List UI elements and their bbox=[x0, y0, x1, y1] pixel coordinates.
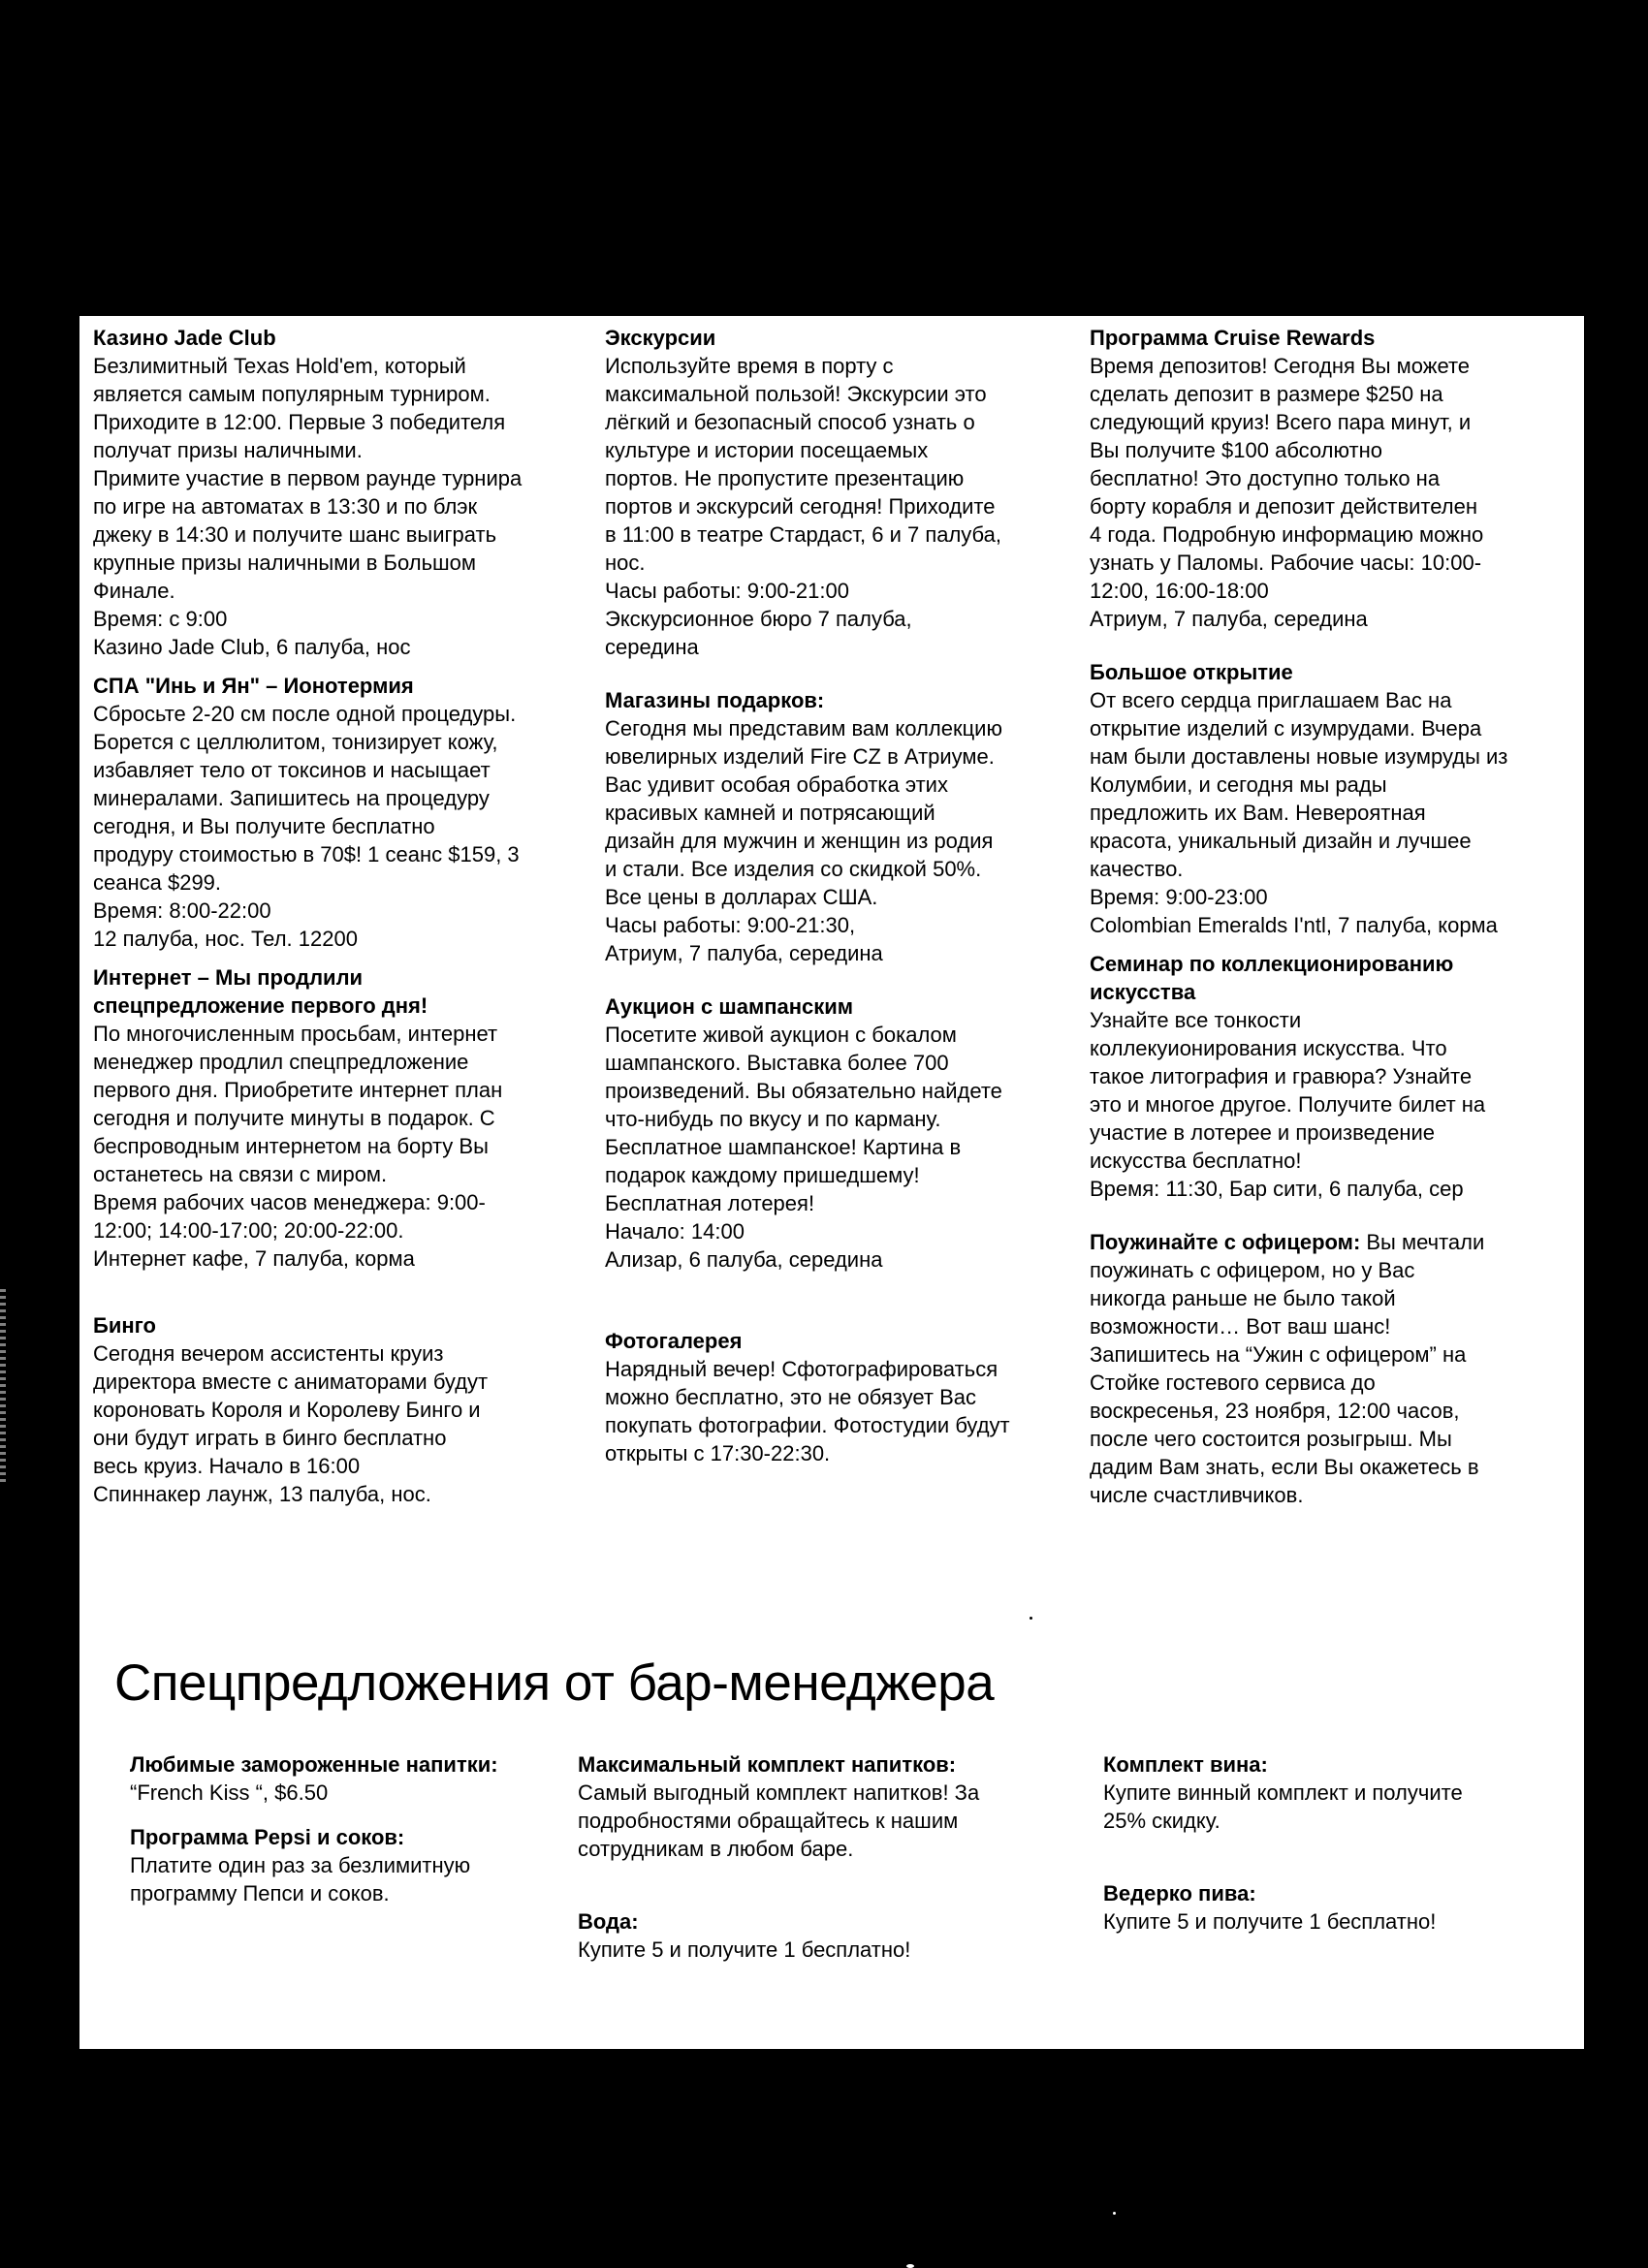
auction-title: Аукцион с шампанским bbox=[605, 994, 854, 1019]
column-1 bbox=[93, 324, 597, 1508]
spa-text: Сбросьте 2-20 см после одной процедуры. Борется с целлюлитом, тонизирует кожу, избавляет тело от токсинов и насыщает минералами. Запишитесь на процедуру сегодня, и Вы получите бесплатно продуру стоимостью в 70$! 1 сеанс $159, 3 сеанса $299. Время: 8:00-22:00 12 палуба, нос. Тел. 12200 bbox=[93, 702, 520, 951]
bingo-title: Бинго bbox=[93, 1313, 156, 1338]
internet-text: По многочисленным просьбам, интернет менеджер продлил спецпредложение первого дня. Приобретите интернет план сегодня и получите минуты в подарок. С беспроводным интернетом на борту Вы останетесь на связи с миром. Время рабочих часов менеджера: 9:00- 12:00; 14:00-17:00; 20:00-22:00. Интернет кафе, 7 палуба, корма bbox=[93, 1022, 503, 1271]
scan-edge-noise bbox=[0, 1289, 6, 1483]
casino-title: Казино Jade Club bbox=[93, 326, 276, 350]
beer-bucket-text: Купите 5 и получите 1 бесплатно! bbox=[1103, 1909, 1437, 1934]
pepsi-program-title: Программа Pepsi и соков: bbox=[130, 1825, 405, 1849]
gift-shops-section bbox=[605, 686, 1090, 967]
excursions-title: Экскурсии bbox=[605, 326, 716, 350]
officer-dinner-text: Вы мечтали поужинать с офицером, но у Вас никогда раньше не было такой возможности… Вот ваш шанс! Запишитесь на “Ужин с офицером” на Стойке гостевого сервиса до воскресенья, 23 ноября, 12:00 часов, после чего состоится розыгрыш. Мы дадим Вам знать, если Вы окажетесь в числе счастливчиков. bbox=[1090, 1230, 1485, 1507]
pepsi-program-text: Платите один раз за безлимитную программу Пепси и соков. bbox=[130, 1853, 471, 1906]
officer-dinner-paragraph bbox=[1090, 1228, 1579, 1509]
excursions-section bbox=[605, 324, 1090, 661]
cruise-rewards-section bbox=[1090, 324, 1579, 633]
auction-section bbox=[605, 992, 1090, 1274]
officer-dinner-section bbox=[1090, 1228, 1579, 1509]
grand-opening-section bbox=[1090, 658, 1579, 939]
max-package-text: Самый выгодный комплект напитков! За подробностями обращайтесь к нашим сотрудникам в любом баре. bbox=[578, 1780, 980, 1861]
column-3 bbox=[1090, 324, 1579, 1509]
bar-section-title: Спецпредложения от бар-менеджера bbox=[114, 1654, 995, 1712]
art-seminar-text: Узнайте все тонкости коллекуионирования искусства. Что такое литография и гравюра? Узнайте это и многое другое. Получите билет на участие в лотерее и произведение искусства бесплатно! Время: 11:30, Бар сити, 6 палуба, сер bbox=[1090, 1008, 1486, 1201]
scan-speck bbox=[906, 2264, 914, 2268]
bar-column-3 bbox=[1103, 1750, 1549, 1936]
bar-column-2 bbox=[578, 1750, 1062, 1964]
spa-section bbox=[93, 672, 597, 953]
grand-opening-title: Большое открытие bbox=[1090, 660, 1293, 684]
casino-text: Безлимитный Texas Hold'em, который является самым популярным турниром. Приходите в 12:00. Первые 3 победителя получат призы наличными. Примите участие в первом раунде турнира по игре на автоматах в 13:30 и по блэк джеку в 14:30 и получите шанс выиграть крупные призы наличными в Большом Финале. Время: с 9:00 Казино Jade Club, 6 палуба, нос bbox=[93, 354, 523, 659]
internet-title: Интернет – Мы продлили спецпредложение первого дня! bbox=[93, 965, 428, 1018]
water-text: Купите 5 и получите 1 бесплатно! bbox=[578, 1937, 911, 1962]
grand-opening-text: От всего сердца приглашаем Вас на открытие изделий с изумрудами. Вчера нам были доставлены новые изумруды из Колумбии, и сегодня мы рады предложить их Вам. Невероятная красота, уникальный дизайн и лучшее качество. Время: 9:00-23:00 Colombian Emeralds I'ntl, 7 палуба, корма bbox=[1090, 688, 1508, 937]
officer-dinner-title: Поужинайте с офицером: bbox=[1090, 1230, 1361, 1254]
scan-speck bbox=[1113, 2212, 1116, 2215]
art-seminar-section bbox=[1090, 950, 1579, 1203]
spa-title: СПА "Инь и Ян" – Ионотермия bbox=[93, 674, 414, 698]
internet-section bbox=[93, 963, 597, 1273]
art-seminar-title: Семинар по коллекционированию искусства bbox=[1090, 952, 1454, 1004]
wine-package-text: Купите винный комплект и получите 25% скидку. bbox=[1103, 1780, 1463, 1833]
newsletter-page bbox=[79, 316, 1584, 2049]
scan-speck bbox=[1030, 1617, 1032, 1620]
max-package-title: Максимальный комплект напитков: bbox=[578, 1752, 957, 1777]
wine-package-title: Комплект вина: bbox=[1103, 1752, 1268, 1777]
cruise-rewards-title: Программа Cruise Rewards bbox=[1090, 326, 1376, 350]
photo-gallery-text: Нарядный вечер! Сфотографироваться можно бесплатно, это не обязует Вас покупать фотографии. Фотостудии будут открыты с 17:30-22:30. bbox=[605, 1357, 1010, 1465]
gift-shops-text: Сегодня мы представим вам коллекцию ювелирных изделий Fire CZ в Атриуме. Вас удивит особая обработка этих красивых камней и потрясающий дизайн для мужчин и женщин из родия и стали. Все изделия со скидкой 50%. Все цены в долларах США. Часы работы: 9:00-21:30, Атриум, 7 палуба, середина bbox=[605, 716, 1002, 965]
frozen-drinks-text: “French Kiss “, $6.50 bbox=[130, 1780, 329, 1805]
photo-gallery-section bbox=[605, 1327, 1090, 1467]
auction-text: Посетите живой аукцион с бокалом шампанского. Выставка более 700 произведений. Вы обязательно найдете что-нибудь по вкусу и по карману. Бесплатное шампанское! Картина в подарок каждому пришедшему! Бесплатная лотерея! Начало: 14:00 Ализар, 6 палуба, середина bbox=[605, 1023, 1002, 1272]
photo-gallery-title: Фотогалерея bbox=[605, 1329, 743, 1353]
excursions-text: Используйте время в порту с максимальной пользой! Экскурсии это лёгкий и безопасный способ узнать о культуре и истории посещаемых портов. Не пропустите презентацию портов и экскурсий сегодня! Приходите в 11:00 в театре Стардаст, 6 и 7 палуба, нос. Часы работы: 9:00-21:00 Экскурсионное бюро 7 палуба, середина bbox=[605, 354, 1001, 659]
cruise-rewards-text: Время депозитов! Сегодня Вы можете сделать депозит в размере $250 на следующий круиз! Всего пара минут, и Вы получите $100 абсолютно бесплатно! Это доступно только на борту корабля и депозит действителен 4 года. Подробную информацию можно узнать у Паломы. Рабочие часы: 10:00- 12:00, 16:00-18:00 Атриум, 7 палуба, середина bbox=[1090, 354, 1484, 631]
beer-bucket-title: Ведерко пива: bbox=[1103, 1881, 1256, 1906]
bingo-text: Сегодня вечером ассистенты круиз директора вместе с аниматорами будут короновать Короля и Королеву Бинго и они будут играть в бинго бесплатно весь круиз. Начало в 16:00 Спиннакер лаунж, 13 палуба, нос. bbox=[93, 1341, 489, 1506]
frozen-drinks-title: Любимые замороженные напитки: bbox=[130, 1752, 498, 1777]
water-title: Вода: bbox=[578, 1909, 639, 1934]
bingo-section bbox=[93, 1311, 597, 1508]
bar-column-1 bbox=[130, 1750, 566, 1907]
casino-section bbox=[93, 324, 597, 661]
column-2 bbox=[605, 324, 1090, 1467]
gift-shops-title: Магазины подарков: bbox=[605, 688, 825, 712]
